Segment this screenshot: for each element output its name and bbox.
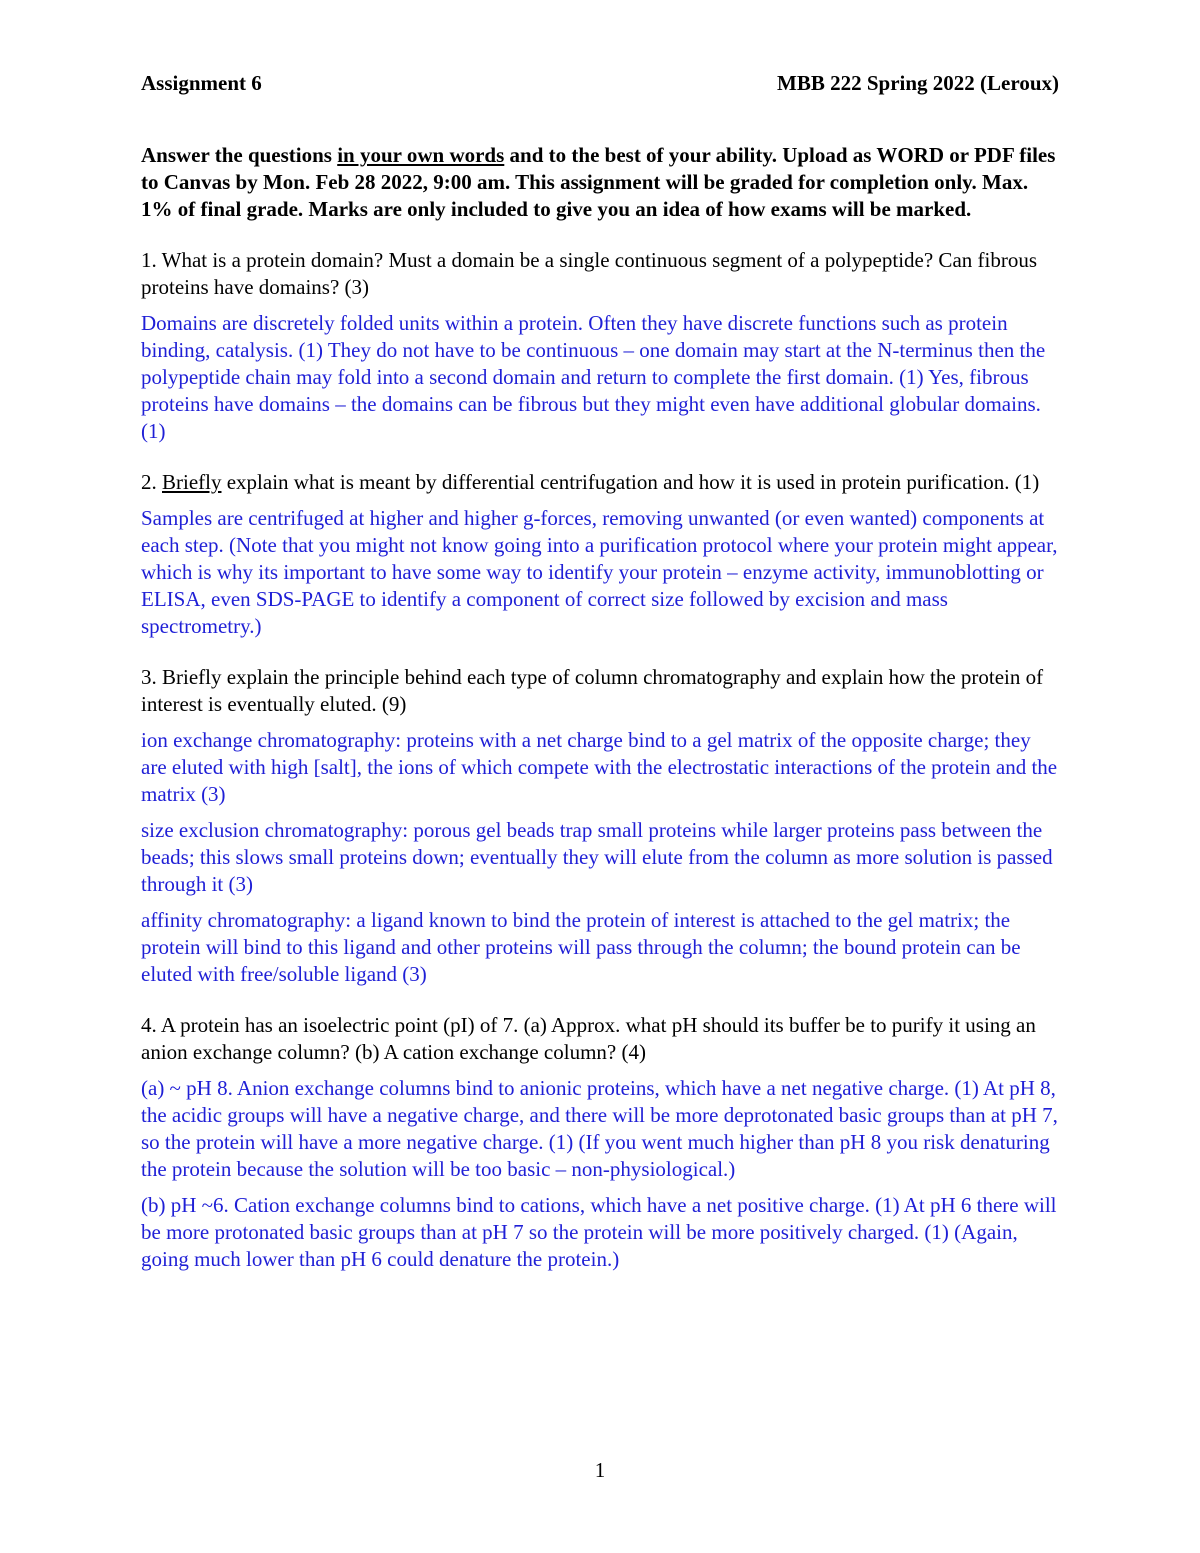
- answer-3-affinity: affinity chromatography: a ligand known to bind the protein of interest is attached to the gel matrix; the protein will bind to this ligand and other proteins will pass through the column; the bound protein can be eluted with free/soluble ligand (3): [141, 908, 1021, 986]
- question-2-rest: explain what is meant by differential centrifugation and how it is used in protein purification. (1): [221, 470, 1040, 494]
- question-2-prefix: 2.: [141, 470, 162, 494]
- page-header: [141, 70, 1059, 97]
- instructions-underlined: in your own words: [337, 143, 505, 167]
- question-2-underlined: Briefly: [162, 470, 222, 494]
- document-page: [141, 70, 1059, 1273]
- course-title: MBB 222 Spring 2022 (Leroux): [777, 71, 1059, 95]
- instructions: [141, 142, 1059, 223]
- instructions-text-2: and to the best of your ability. Upload as WORD or PDF files to Canvas by Mon. Feb 28 2022, 9:00 am. This assignment will be graded for completion only. Max. 1% of final grade. Marks are only included to give you an idea of how exams will be marked.: [141, 143, 1056, 221]
- question-1: 1. What is a protein domain? Must a domain be a single continuous segment of a polypeptide? Can fibrous proteins have domains? (3): [141, 248, 1038, 299]
- answer-2: Samples are centrifuged at higher and higher g-forces, removing unwanted (or even wanted) components at each step. (Note that you might not know going into a purification protocol where your protein might appear, which is why its important to have some way to identify your protein – enzyme activity, immunoblotting or ELISA, even SDS-PAGE to identify a component of correct size followed by excision and mass spectrometry.): [141, 506, 1058, 638]
- question-3: 3. Briefly explain the principle behind each type of column chromatography and explain how the protein of interest is eventually eluted. (9): [141, 665, 1044, 716]
- question-2: [141, 469, 1059, 496]
- answer-3-ion-exchange: ion exchange chromatography: proteins with a net charge bind to a gel matrix of the opposite charge; they are eluted with high [salt], the ions of which compete with the electrostatic interactions of the protein and the matrix (3): [141, 728, 1058, 806]
- page-number: 1: [594, 1458, 606, 1482]
- instructions-text-1: Answer the questions: [141, 143, 338, 167]
- question-4: 4. A protein has an isoelectric point (pI) of 7. (a) Approx. what pH should its buffer be to purify it using an anion exchange column? (b) A cation exchange column? (4): [141, 1013, 1036, 1064]
- answer-3-size-exclusion: size exclusion chromatography: porous gel beads trap small proteins while larger proteins pass between the beads; this slows small proteins down; eventually they will elute from the column as more solution is passed through it (3): [141, 818, 1053, 896]
- answer-4b: (b) pH ~6. Cation exchange columns bind to cations, which have a net positive charge. (1) At pH 6 there will be more protonated basic groups than at pH 7 so the protein will be more positively charged. (1) (Again, going much lower than pH 6 could denature the protein.): [141, 1193, 1057, 1271]
- answer-1: Domains are discretely folded units within a protein. Often they have discrete functions such as protein binding, catalysis. (1) They do not have to be continuous – one domain may start at the N-terminus then the polypeptide chain may fold into a second domain and return to complete the first domain. (1) Yes, fibrous proteins have domains – the domains can be fibrous but they might even have additional globular domains. (1): [141, 311, 1046, 443]
- answer-4a: (a) ~ pH 8. Anion exchange columns bind to anionic proteins, which have a net negative charge. (1) At pH 8, the acidic groups will have a negative charge, and there will be more deprotonated basic groups than at pH 7, so the protein will have a more negative charge. (1) (If you went much higher than pH 8 you risk denaturing the protein because the solution will be too basic – non-physiological.): [141, 1076, 1058, 1181]
- assignment-title: Assignment 6: [141, 71, 262, 95]
